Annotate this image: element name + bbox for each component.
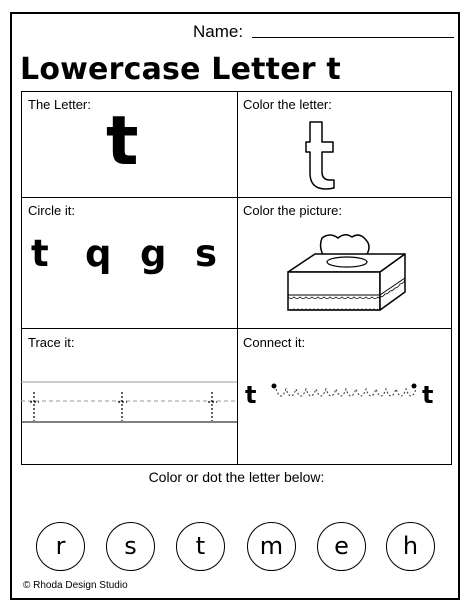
letter-bubble-3[interactable]: t bbox=[176, 522, 225, 571]
letter-bubble-5[interactable]: e bbox=[317, 522, 366, 571]
connect-it-label: Connect it: bbox=[243, 335, 306, 350]
circle-option-4[interactable]: s bbox=[195, 232, 218, 275]
color-the-letter-label: Color the letter: bbox=[243, 97, 332, 112]
circle-option-2[interactable]: q bbox=[85, 232, 112, 275]
name-label: Name: bbox=[193, 22, 244, 41]
letter-bubble-2[interactable]: s bbox=[106, 522, 155, 571]
copyright-credit: © Rhoda Design Studio bbox=[23, 580, 128, 591]
letter-bubble-6[interactable]: h bbox=[386, 522, 435, 571]
bottom-instruction: Color or dot the letter below: bbox=[148, 469, 325, 485]
trace-it-label: Trace it: bbox=[28, 335, 75, 350]
letter-bubble-4[interactable]: m bbox=[247, 522, 296, 571]
circle-it-label: Circle it: bbox=[28, 203, 75, 218]
connect-end-letter: t bbox=[422, 381, 434, 409]
the-letter-glyph: t bbox=[106, 102, 139, 181]
color-the-picture-label: Color the picture: bbox=[243, 203, 342, 218]
circle-option-3[interactable]: g bbox=[140, 232, 167, 275]
circle-option-1[interactable]: t bbox=[31, 232, 49, 275]
page-title: Lowercase Letter t bbox=[20, 52, 341, 87]
the-letter-label: The Letter: bbox=[28, 97, 91, 112]
connect-start-letter: t bbox=[245, 381, 257, 409]
letter-bubble-1[interactable]: r bbox=[36, 522, 85, 571]
